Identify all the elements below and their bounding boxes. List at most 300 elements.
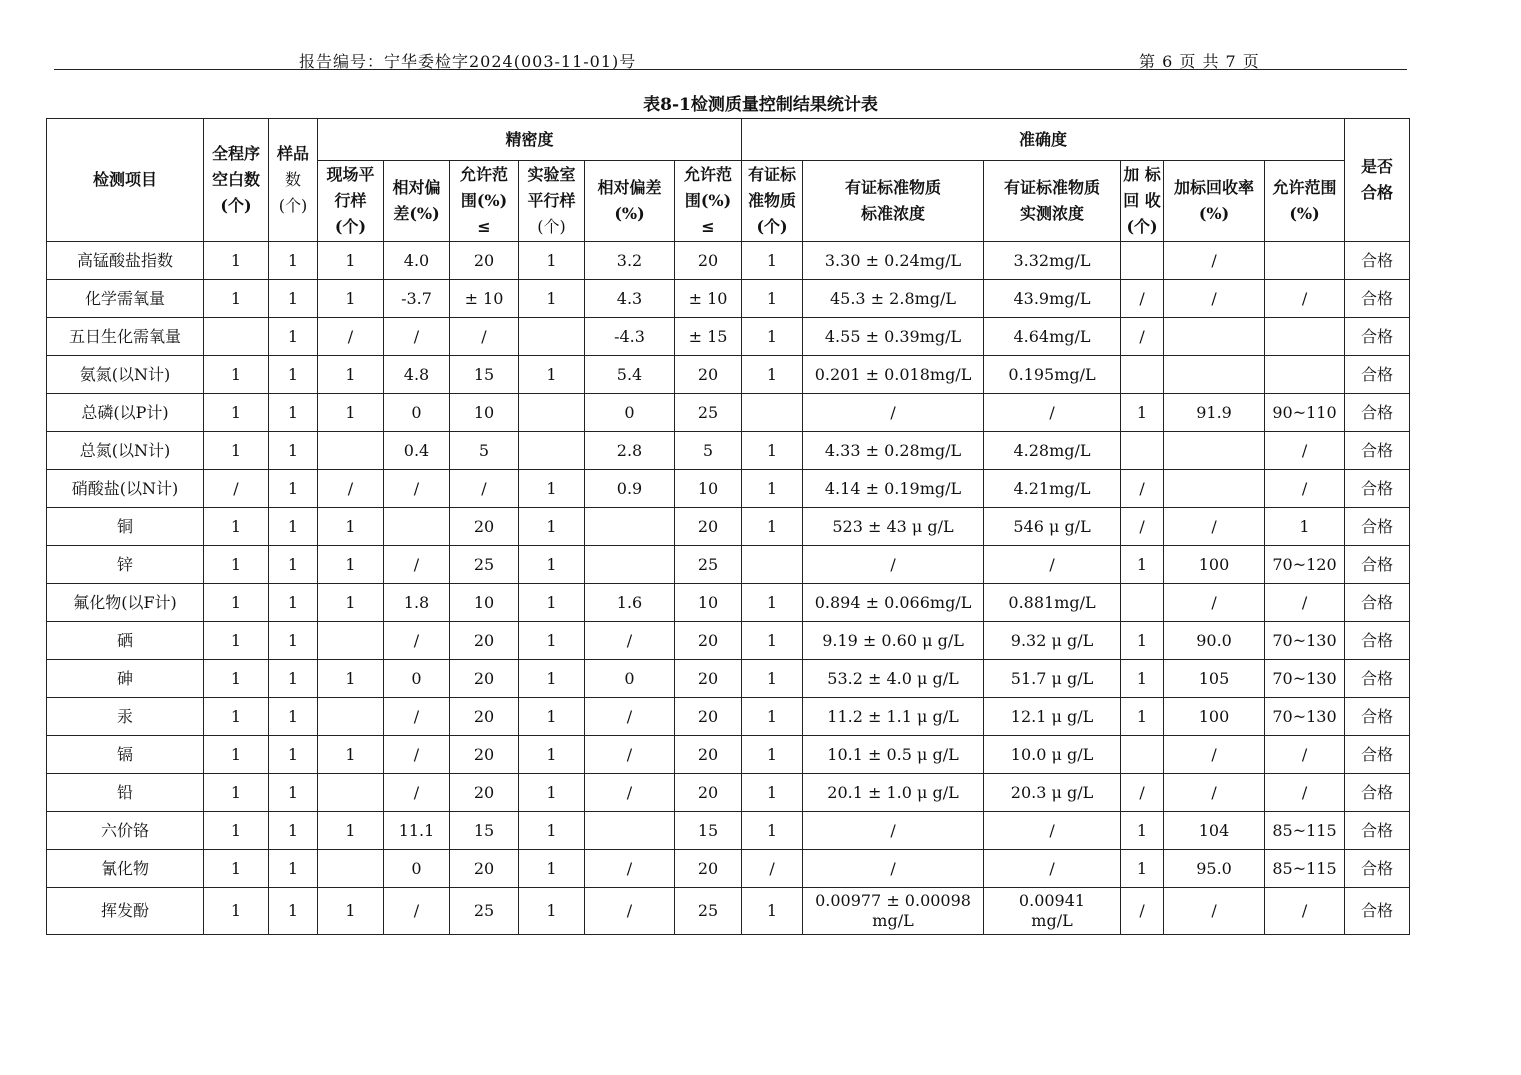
- cell-field-parallel: 1: [318, 888, 384, 935]
- cell-samples: 1: [269, 394, 318, 432]
- cell-field-parallel: 1: [318, 242, 384, 280]
- cell-spike-count: [1121, 242, 1164, 280]
- cell-allow-field: 15: [450, 812, 519, 850]
- cell-spike-count: 1: [1121, 850, 1164, 888]
- cell-allow-recovery: /: [1265, 736, 1345, 774]
- cell-lab-parallel: 1: [519, 660, 585, 698]
- cell-item: 镉: [47, 736, 204, 774]
- cell-allow-lab: 10: [675, 584, 742, 622]
- cell-qualified: 合格: [1345, 850, 1410, 888]
- cell-allow-field: 20: [450, 850, 519, 888]
- cell-rel-dev-field: 0.4: [384, 432, 450, 470]
- table-row: [47, 508, 1410, 546]
- cell-field-parallel: 1: [318, 660, 384, 698]
- cell-blank: 1: [204, 356, 269, 394]
- col-field-parallel: 现场平 行样(个): [318, 161, 384, 242]
- cell-qualified: 合格: [1345, 432, 1410, 470]
- cell-allow-lab: 20: [675, 356, 742, 394]
- col-qualified: 是否 合格: [1345, 119, 1410, 242]
- cell-recovery: /: [1164, 584, 1265, 622]
- cell-field-parallel: [318, 774, 384, 812]
- cell-samples: 1: [269, 356, 318, 394]
- cell-rel-dev-field: 0: [384, 660, 450, 698]
- cell-blank: 1: [204, 584, 269, 622]
- cell-allow-recovery: 85~115: [1265, 812, 1345, 850]
- cell-rel-dev-lab: 2.8: [585, 432, 675, 470]
- cell-recovery: 100: [1164, 698, 1265, 736]
- cell-crm-measured: 10.0 μ g/L: [984, 736, 1121, 774]
- cell-item: 氨氮(以N计): [47, 356, 204, 394]
- cell-lab-parallel: 1: [519, 698, 585, 736]
- cell-crm-standard: 4.55 ± 0.39mg/L: [803, 318, 984, 356]
- cell-allow-lab: 25: [675, 888, 742, 935]
- cell-rel-dev-field: /: [384, 774, 450, 812]
- cell-crm-standard: 9.19 ± 0.60 μ g/L: [803, 622, 984, 660]
- cell-samples: 1: [269, 622, 318, 660]
- cell-crm-count: 1: [742, 736, 803, 774]
- cell-qualified: 合格: [1345, 584, 1410, 622]
- cell-item: 化学需氧量: [47, 280, 204, 318]
- cell-crm-count: 1: [742, 622, 803, 660]
- cell-allow-lab: 20: [675, 622, 742, 660]
- cell-crm-count: [742, 394, 803, 432]
- cell-rel-dev-field: /: [384, 622, 450, 660]
- cell-recovery: /: [1164, 774, 1265, 812]
- cell-rel-dev-lab: 3.2: [585, 242, 675, 280]
- col-allow-recovery: 允许范围 (%): [1265, 161, 1345, 242]
- cell-crm-standard: /: [803, 850, 984, 888]
- cell-samples: 1: [269, 888, 318, 935]
- cell-qualified: 合格: [1345, 888, 1410, 935]
- cell-crm-count: 1: [742, 508, 803, 546]
- col-spike-count: 加 标 回 收 (个): [1121, 161, 1164, 242]
- cell-field-parallel: 1: [318, 394, 384, 432]
- cell-item: 五日生化需氧量: [47, 318, 204, 356]
- cell-rel-dev-lab: 0.9: [585, 470, 675, 508]
- cell-recovery: 90.0: [1164, 622, 1265, 660]
- cell-allow-recovery: 70~130: [1265, 660, 1345, 698]
- cell-rel-dev-field: /: [384, 736, 450, 774]
- cell-recovery: [1164, 318, 1265, 356]
- cell-crm-measured: /: [984, 546, 1121, 584]
- table-row: [47, 622, 1410, 660]
- cell-crm-measured: 3.32mg/L: [984, 242, 1121, 280]
- cell-allow-lab: 20: [675, 660, 742, 698]
- cell-blank: 1: [204, 698, 269, 736]
- cell-crm-measured: /: [984, 394, 1121, 432]
- cell-rel-dev-lab: /: [585, 622, 675, 660]
- cell-crm-measured: 12.1 μ g/L: [984, 698, 1121, 736]
- cell-recovery: [1164, 356, 1265, 394]
- cell-allow-lab: 20: [675, 242, 742, 280]
- cell-recovery: 100: [1164, 546, 1265, 584]
- cell-blank: 1: [204, 774, 269, 812]
- cell-lab-parallel: 1: [519, 774, 585, 812]
- cell-item: 砷: [47, 660, 204, 698]
- cell-allow-lab: 20: [675, 774, 742, 812]
- cell-allow-field: 20: [450, 698, 519, 736]
- cell-lab-parallel: 1: [519, 280, 585, 318]
- cell-crm-standard: 53.2 ± 4.0 μ g/L: [803, 660, 984, 698]
- cell-lab-parallel: 1: [519, 508, 585, 546]
- cell-allow-field: 20: [450, 242, 519, 280]
- cell-crm-measured: 51.7 μ g/L: [984, 660, 1121, 698]
- cell-item: 铜: [47, 508, 204, 546]
- cell-lab-parallel: [519, 394, 585, 432]
- cell-allow-field: ± 10: [450, 280, 519, 318]
- cell-allow-recovery: 1: [1265, 508, 1345, 546]
- cell-allow-recovery: 70~120: [1265, 546, 1345, 584]
- cell-crm-measured: 20.3 μ g/L: [984, 774, 1121, 812]
- cell-samples: 1: [269, 242, 318, 280]
- cell-crm-count: 1: [742, 280, 803, 318]
- cell-crm-count: 1: [742, 432, 803, 470]
- table-row: [47, 318, 1410, 356]
- cell-rel-dev-lab: 4.3: [585, 280, 675, 318]
- cell-rel-dev-field: 0: [384, 394, 450, 432]
- cell-lab-parallel: 1: [519, 622, 585, 660]
- cell-allow-field: 20: [450, 622, 519, 660]
- cell-spike-count: /: [1121, 508, 1164, 546]
- cell-blank: 1: [204, 508, 269, 546]
- cell-recovery: [1164, 432, 1265, 470]
- table-row: [47, 660, 1410, 698]
- table-row: [47, 546, 1410, 584]
- cell-field-parallel: [318, 432, 384, 470]
- cell-rel-dev-field: 0: [384, 850, 450, 888]
- cell-item: 氟化物(以F计): [47, 584, 204, 622]
- table-row: [47, 850, 1410, 888]
- cell-allow-lab: 20: [675, 736, 742, 774]
- cell-qualified: 合格: [1345, 356, 1410, 394]
- cell-allow-lab: 10: [675, 470, 742, 508]
- cell-lab-parallel: 1: [519, 242, 585, 280]
- cell-allow-field: 10: [450, 394, 519, 432]
- cell-rel-dev-field: /: [384, 698, 450, 736]
- table-title: 表8-1检测质量控制结果统计表: [643, 95, 878, 115]
- cell-rel-dev-lab: -4.3: [585, 318, 675, 356]
- cell-spike-count: 1: [1121, 622, 1164, 660]
- cell-allow-field: /: [450, 318, 519, 356]
- cell-spike-count: 1: [1121, 394, 1164, 432]
- cell-recovery: /: [1164, 280, 1265, 318]
- cell-crm-measured: 4.28mg/L: [984, 432, 1121, 470]
- cell-crm-measured: 43.9mg/L: [984, 280, 1121, 318]
- cell-crm-standard: /: [803, 812, 984, 850]
- cell-samples: 1: [269, 812, 318, 850]
- cell-allow-recovery: /: [1265, 888, 1345, 935]
- cell-allow-field: /: [450, 470, 519, 508]
- cell-field-parallel: [318, 698, 384, 736]
- page-info: 第 6 页 共 7 页: [1139, 52, 1260, 71]
- cell-spike-count: /: [1121, 470, 1164, 508]
- cell-recovery: /: [1164, 242, 1265, 280]
- cell-rel-dev-field: /: [384, 470, 450, 508]
- cell-crm-count: 1: [742, 356, 803, 394]
- cell-rel-dev-field: [384, 508, 450, 546]
- table-row: [47, 470, 1410, 508]
- cell-allow-recovery: /: [1265, 470, 1345, 508]
- cell-crm-standard: 0.894 ± 0.066mg/L: [803, 584, 984, 622]
- cell-crm-measured: 9.32 μ g/L: [984, 622, 1121, 660]
- cell-qualified: 合格: [1345, 242, 1410, 280]
- cell-crm-count: 1: [742, 318, 803, 356]
- table-row: [47, 584, 1410, 622]
- cell-allow-field: 25: [450, 888, 519, 935]
- cell-field-parallel: 1: [318, 280, 384, 318]
- cell-spike-count: [1121, 584, 1164, 622]
- cell-crm-measured: 4.21mg/L: [984, 470, 1121, 508]
- cell-allow-recovery: [1265, 318, 1345, 356]
- cell-qualified: 合格: [1345, 622, 1410, 660]
- col-rel-dev-lab: 相对偏差 (%): [585, 161, 675, 242]
- cell-blank: 1: [204, 660, 269, 698]
- cell-item: 总氮(以N计): [47, 432, 204, 470]
- table-row: [47, 242, 1410, 280]
- cell-crm-count: /: [742, 850, 803, 888]
- cell-rel-dev-lab: /: [585, 888, 675, 935]
- cell-crm-standard: 523 ± 43 μ g/L: [803, 508, 984, 546]
- cell-allow-field: 20: [450, 508, 519, 546]
- cell-samples: 1: [269, 850, 318, 888]
- cell-crm-count: 1: [742, 812, 803, 850]
- cell-rel-dev-lab: 1.6: [585, 584, 675, 622]
- cell-blank: 1: [204, 242, 269, 280]
- cell-item: 锌: [47, 546, 204, 584]
- col-samples: 样品 数 (个): [269, 119, 318, 242]
- header-divider: [54, 69, 1407, 70]
- cell-allow-field: 20: [450, 774, 519, 812]
- cell-item: 硒: [47, 622, 204, 660]
- cell-allow-recovery: /: [1265, 774, 1345, 812]
- cell-allow-recovery: /: [1265, 280, 1345, 318]
- cell-samples: 1: [269, 318, 318, 356]
- cell-item: 硝酸盐(以N计): [47, 470, 204, 508]
- cell-allow-recovery: /: [1265, 432, 1345, 470]
- cell-allow-lab: 25: [675, 546, 742, 584]
- cell-rel-dev-lab: 0: [585, 660, 675, 698]
- cell-lab-parallel: 1: [519, 736, 585, 774]
- cell-rel-dev-lab: /: [585, 736, 675, 774]
- cell-crm-count: 1: [742, 774, 803, 812]
- cell-allow-field: 5: [450, 432, 519, 470]
- cell-allow-recovery: [1265, 356, 1345, 394]
- cell-crm-standard: 20.1 ± 1.0 μ g/L: [803, 774, 984, 812]
- cell-item: 六价铬: [47, 812, 204, 850]
- cell-rel-dev-field: /: [384, 546, 450, 584]
- cell-allow-lab: ± 10: [675, 280, 742, 318]
- cell-item: 氰化物: [47, 850, 204, 888]
- cell-field-parallel: 1: [318, 356, 384, 394]
- group-precision: 精密度: [318, 119, 742, 161]
- cell-samples: 1: [269, 698, 318, 736]
- cell-crm-measured: 4.64mg/L: [984, 318, 1121, 356]
- cell-qualified: 合格: [1345, 318, 1410, 356]
- cell-crm-count: 1: [742, 470, 803, 508]
- cell-allow-field: 20: [450, 660, 519, 698]
- cell-lab-parallel: 1: [519, 470, 585, 508]
- cell-rel-dev-field: /: [384, 888, 450, 935]
- cell-allow-lab: 15: [675, 812, 742, 850]
- col-item: 检测项目: [47, 119, 204, 242]
- cell-item: 汞: [47, 698, 204, 736]
- cell-samples: 1: [269, 660, 318, 698]
- cell-qualified: 合格: [1345, 280, 1410, 318]
- cell-recovery: 105: [1164, 660, 1265, 698]
- col-blank: 全程序 空白数 (个): [204, 119, 269, 242]
- qc-results-table: [46, 118, 1410, 935]
- cell-lab-parallel: [519, 432, 585, 470]
- cell-spike-count: [1121, 736, 1164, 774]
- cell-samples: 1: [269, 774, 318, 812]
- table-row: [47, 888, 1410, 935]
- cell-lab-parallel: 1: [519, 812, 585, 850]
- cell-rel-dev-lab: 0: [585, 394, 675, 432]
- cell-spike-count: 1: [1121, 660, 1164, 698]
- cell-blank: 1: [204, 850, 269, 888]
- report-number: 报告编号：宁华委检字2024(003-11-01)号: [299, 52, 637, 71]
- cell-allow-lab: 25: [675, 394, 742, 432]
- cell-spike-count: 1: [1121, 698, 1164, 736]
- cell-lab-parallel: [519, 318, 585, 356]
- cell-allow-recovery: 90~110: [1265, 394, 1345, 432]
- cell-blank: 1: [204, 622, 269, 660]
- cell-spike-count: /: [1121, 774, 1164, 812]
- col-crm-standard: 有证标准物质 标准浓度: [803, 161, 984, 242]
- cell-crm-standard: 4.33 ± 0.28mg/L: [803, 432, 984, 470]
- cell-spike-count: /: [1121, 888, 1164, 935]
- cell-field-parallel: /: [318, 470, 384, 508]
- cell-item: 总磷(以P计): [47, 394, 204, 432]
- cell-samples: 1: [269, 546, 318, 584]
- cell-rel-dev-lab: 5.4: [585, 356, 675, 394]
- cell-lab-parallel: 1: [519, 850, 585, 888]
- cell-allow-lab: 20: [675, 698, 742, 736]
- cell-allow-recovery: 70~130: [1265, 622, 1345, 660]
- cell-allow-field: 20: [450, 736, 519, 774]
- cell-blank: 1: [204, 888, 269, 935]
- cell-samples: 1: [269, 508, 318, 546]
- col-recovery: 加标回收率 (%): [1164, 161, 1265, 242]
- cell-crm-count: 1: [742, 584, 803, 622]
- cell-allow-lab: 20: [675, 850, 742, 888]
- table-row: [47, 356, 1410, 394]
- cell-lab-parallel: 1: [519, 888, 585, 935]
- cell-qualified: 合格: [1345, 812, 1410, 850]
- cell-allow-recovery: 85~115: [1265, 850, 1345, 888]
- cell-recovery: [1164, 470, 1265, 508]
- cell-crm-standard: 3.30 ± 0.24mg/L: [803, 242, 984, 280]
- col-rel-dev-field: 相对偏 差(%): [384, 161, 450, 242]
- cell-qualified: 合格: [1345, 698, 1410, 736]
- cell-qualified: 合格: [1345, 736, 1410, 774]
- cell-rel-dev-field: 4.0: [384, 242, 450, 280]
- cell-crm-count: 1: [742, 242, 803, 280]
- col-crm-count: 有证标 准物质 (个): [742, 161, 803, 242]
- cell-crm-measured: 0.881mg/L: [984, 584, 1121, 622]
- cell-crm-measured: 546 μ g/L: [984, 508, 1121, 546]
- cell-rel-dev-field: -3.7: [384, 280, 450, 318]
- cell-allow-field: 25: [450, 546, 519, 584]
- cell-rel-dev-field: /: [384, 318, 450, 356]
- cell-recovery: 104: [1164, 812, 1265, 850]
- table-row: [47, 432, 1410, 470]
- cell-blank: 1: [204, 812, 269, 850]
- col-allow-field: 允许范 围(%) ≤: [450, 161, 519, 242]
- cell-qualified: 合格: [1345, 660, 1410, 698]
- cell-field-parallel: /: [318, 318, 384, 356]
- cell-crm-standard: /: [803, 394, 984, 432]
- cell-rel-dev-lab: [585, 508, 675, 546]
- cell-crm-standard: 45.3 ± 2.8mg/L: [803, 280, 984, 318]
- cell-rel-dev-field: 4.8: [384, 356, 450, 394]
- cell-recovery: 91.9: [1164, 394, 1265, 432]
- cell-rel-dev-lab: /: [585, 774, 675, 812]
- cell-qualified: 合格: [1345, 546, 1410, 584]
- cell-rel-dev-field: 1.8: [384, 584, 450, 622]
- cell-spike-count: 1: [1121, 546, 1164, 584]
- cell-samples: 1: [269, 584, 318, 622]
- cell-allow-lab: 20: [675, 508, 742, 546]
- cell-blank: 1: [204, 394, 269, 432]
- cell-crm-standard: 11.2 ± 1.1 μ g/L: [803, 698, 984, 736]
- cell-crm-count: 1: [742, 888, 803, 935]
- cell-qualified: 合格: [1345, 470, 1410, 508]
- cell-recovery: /: [1164, 736, 1265, 774]
- cell-crm-measured: 0.00941 mg/L: [984, 888, 1121, 935]
- table-row: [47, 394, 1410, 432]
- cell-allow-recovery: 70~130: [1265, 698, 1345, 736]
- cell-spike-count: /: [1121, 280, 1164, 318]
- cell-samples: 1: [269, 280, 318, 318]
- cell-qualified: 合格: [1345, 774, 1410, 812]
- col-crm-measured: 有证标准物质 实测浓度: [984, 161, 1121, 242]
- cell-rel-dev-lab: /: [585, 850, 675, 888]
- cell-rel-dev-lab: [585, 812, 675, 850]
- cell-blank: 1: [204, 546, 269, 584]
- table-row: [47, 698, 1410, 736]
- cell-crm-count: 1: [742, 660, 803, 698]
- cell-qualified: 合格: [1345, 508, 1410, 546]
- cell-rel-dev-lab: [585, 546, 675, 584]
- cell-samples: 1: [269, 432, 318, 470]
- cell-blank: 1: [204, 280, 269, 318]
- col-lab-parallel: 实验室 平行样 (个): [519, 161, 585, 242]
- cell-field-parallel: 1: [318, 584, 384, 622]
- cell-field-parallel: [318, 622, 384, 660]
- cell-blank: [204, 318, 269, 356]
- cell-item: 铅: [47, 774, 204, 812]
- cell-samples: 1: [269, 736, 318, 774]
- cell-lab-parallel: 1: [519, 356, 585, 394]
- cell-allow-lab: ± 15: [675, 318, 742, 356]
- cell-field-parallel: [318, 850, 384, 888]
- cell-field-parallel: 1: [318, 812, 384, 850]
- cell-field-parallel: 1: [318, 546, 384, 584]
- cell-allow-field: 15: [450, 356, 519, 394]
- cell-field-parallel: 1: [318, 508, 384, 546]
- cell-qualified: 合格: [1345, 394, 1410, 432]
- cell-allow-recovery: [1265, 242, 1345, 280]
- cell-allow-lab: 5: [675, 432, 742, 470]
- cell-crm-standard: /: [803, 546, 984, 584]
- table-row: [47, 812, 1410, 850]
- cell-samples: 1: [269, 470, 318, 508]
- group-accuracy: 准确度: [742, 119, 1345, 161]
- cell-crm-standard: 4.14 ± 0.19mg/L: [803, 470, 984, 508]
- cell-crm-measured: /: [984, 850, 1121, 888]
- cell-crm-measured: 0.195mg/L: [984, 356, 1121, 394]
